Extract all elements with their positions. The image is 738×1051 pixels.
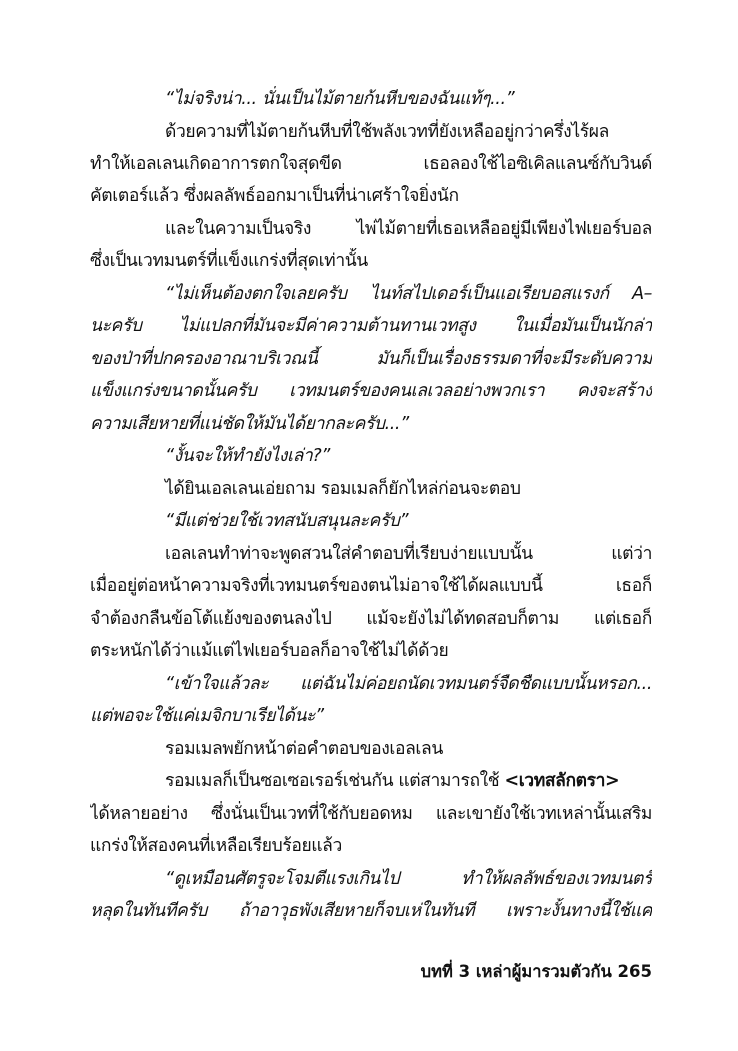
text-line-1: “ไม่จริงน่า... นั่นเป็นไม้ตายก้นหีบของฉันแท้ๆ...” <box>165 89 515 109</box>
text-line-21: รอมเมลพยักหน้าต่อคำตอบของเอลเลน <box>165 739 443 759</box>
text-line-2: ด้วยความที่ไม้ตายก้นหีบที่ใช้พลังเวทที่ยังเหลืออยู่กว่าครึ่งไร้ผล <box>165 122 609 142</box>
text-line-17: จำต้องกลืนข้อโต้แย้งของตนลงไป แม้จะยังไม่ได้ทดสอบก็ตาม แต่เธอก็ <box>90 609 652 629</box>
text-line-20: แต่พอจะใช้แค่เมจิกบาเรียได้นะ” <box>90 706 324 726</box>
bold-term: <เวทสลักตรา> <box>504 771 620 791</box>
text-line-3: ทำให้เอลเลนเกิดอาการตกใจสุดขีด เธอลองใช้ไอซิเคิลแลนซ์กับวินด์ <box>90 154 652 174</box>
text-line-24: แกร่งให้สองคนที่เหลือเรียบร้อยแล้ว <box>90 836 342 856</box>
text-line-16: เมื่ออยู่ต่อหน้าความจริงที่เวทมนตร์ของตนไม่อาจใช้ได้ผลแบบนี้ เธอก็ <box>90 576 652 596</box>
text-line-4: คัตเตอร์แล้ว ซึ่งผลลัพธ์ออกมาเป็นที่น่าเศร้าใจยิ่งนัก <box>90 186 459 206</box>
text-line-5: และในความเป็นจริง ไพ่ไม้ตายที่เธอเหลืออยู่มีเพียงไฟเยอร์บอล <box>165 219 652 239</box>
page-footer: บทที่ 3 เหล่าผู้มารวมตัวกัน 265 <box>420 962 652 981</box>
text-line-12: “งั้นจะให้ทำยังไงเล่า?” <box>165 446 330 466</box>
text-line-15: เอลเลนทำท่าจะพูดสวนใส่คำตอบที่เรียบง่ายแบบนั้น แต่ว่า <box>165 544 652 564</box>
text-line-11: ความเสียหายที่แน่ชัดให้มันได้ยากละครับ...” <box>90 414 409 434</box>
text-line-7: “ไม่เห็นต้องตกใจเลยครับ ไนท์สไปเดอร์เป็นแอเรียบอสแรงก์ A– <box>165 284 652 304</box>
text-line-26: หลุดในทันทีครับ ถ้าอาวุธพังเสียหายก็จบเห่ในทันที เพราะงั้นทางนี้ใช้แค่ <box>90 901 652 921</box>
text-line-22-start: รอมเมลก็เป็นซอเซอเรอร์เช่นกัน แต่สามารถใช้ <box>165 771 500 791</box>
text-line-6: ซึ่งเป็นเวทมนตร์ที่แข็งแกร่งที่สุดเท่านั้น <box>90 251 368 271</box>
text-line-9: ของป่าที่ปกครองอาณาบริเวณนี้ มันก็เป็นเรื่องธรรมดาที่จะมีระดับความ <box>90 349 652 369</box>
text-line-25: “ดูเหมือนศัตรูจะโจมตีแรงเกินไป ทำให้ผลลัพธ์ของเวทมนตร์ <box>165 869 652 889</box>
text-line-8: นะครับ ไม่แปลกที่มันจะมีค่าความต้านทานเวทสูง ในเมื่อมันเป็นนักล่า <box>90 316 652 336</box>
text-line-10: แข็งแกร่งขนาดนั้นครับ เวทมนตร์ของคนเลเวลอย่างพวกเรา คงจะสร้าง <box>90 381 652 401</box>
text-line-18: ตระหนักได้ว่าแม้แต่ไฟเยอร์บอลก็อาจใช้ไม่ได้ด้วย <box>90 641 449 661</box>
text-line-19: “เข้าใจแล้วละ แต่ฉันไม่ค่อยถนัดเวทมนตร์จืดชืดแบบนั้นหรอก... <box>165 674 652 694</box>
text-line-14: “มีแต่ช่วยใช้เวทสนับสนุนละครับ” <box>165 511 409 531</box>
text-line-22 <box>90 768 652 794</box>
book-page <box>90 70 652 990</box>
text-line-13: ได้ยินเอลเลนเอ่ยถาม รอมเมลก็ยักไหล่ก่อนจะตอบ <box>165 479 521 499</box>
text-line-23: ได้หลายอย่าง ซึ่งนั่นเป็นเวทที่ใช้กับยอดหม และเขายังใช้เวทเหล่านั้นเสริม <box>90 804 652 824</box>
